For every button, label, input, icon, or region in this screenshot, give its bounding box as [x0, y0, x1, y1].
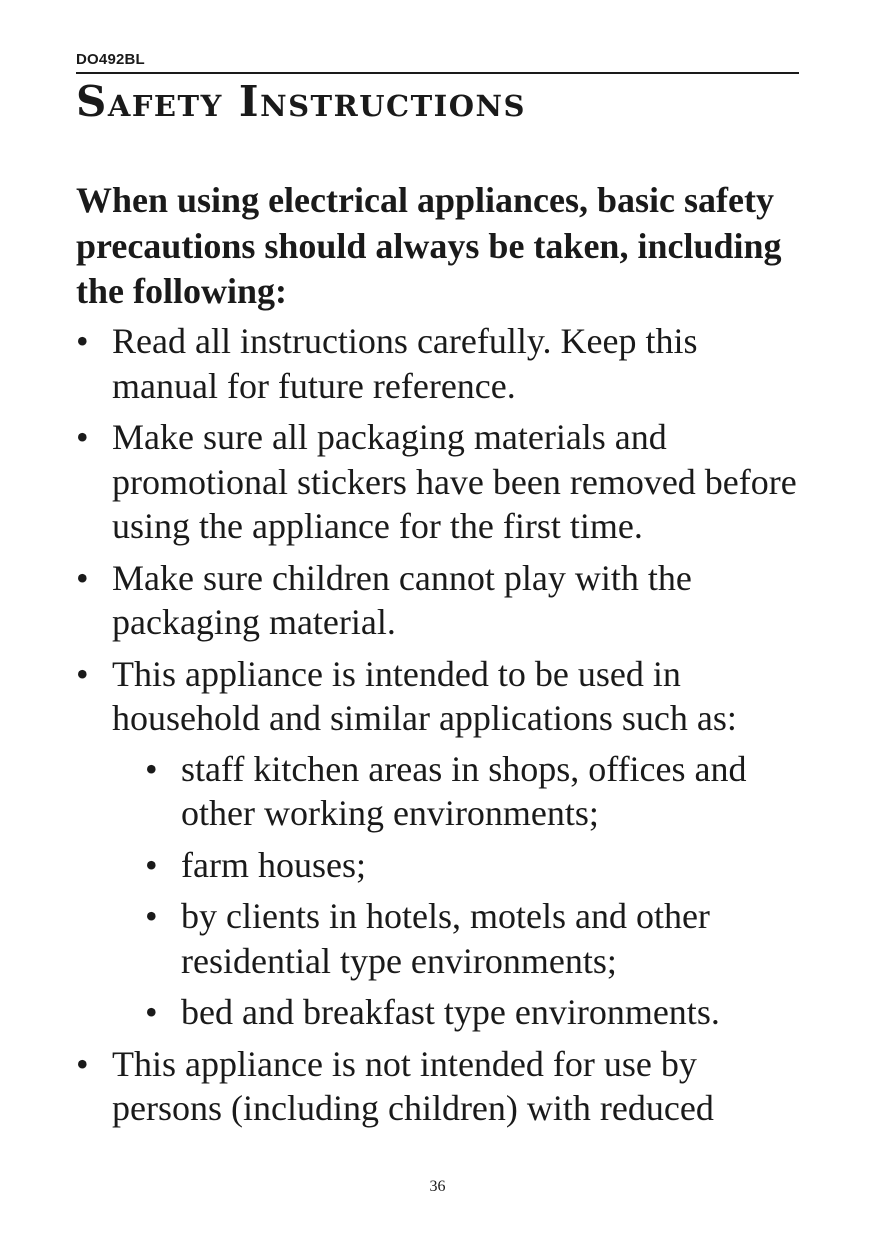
header-divider: [76, 72, 799, 74]
list-item-text: This appliance is not intended for use by persons (including children) with reduced: [112, 1043, 714, 1128]
list-item: [76, 1042, 806, 1131]
list-item-text: Make sure children cannot play with the packaging material.: [112, 557, 692, 642]
sublist-item-text: farm houses;: [181, 844, 366, 885]
applications-sublist: [112, 747, 806, 1035]
sublist-item: [112, 843, 806, 888]
page-title: Safety Instructions: [76, 77, 526, 126]
model-number: DO492BL: [76, 51, 145, 68]
list-item: [76, 415, 806, 549]
sublist-item: [112, 894, 806, 983]
list-item-text: This appliance is intended to be used in household and similar applications such as:: [112, 653, 737, 738]
sublist-item: [112, 990, 806, 1035]
sublist-item-text: by clients in hotels, motels and other residential type environments;: [181, 896, 710, 981]
sublist-item-text: bed and breakfast type environments.: [181, 992, 720, 1032]
sublist-item-text: staff kitchen areas in shops, offices and other working environments;: [181, 748, 747, 833]
list-item: [76, 652, 806, 1035]
list-item-text: Make sure all packaging materials and promotional stickers have been removed before using the appliance for the first time.: [112, 417, 797, 546]
list-item: [76, 319, 806, 408]
intro-paragraph: When using electrical appliances, basic safety precautions should always be taken, including the following:: [76, 180, 782, 311]
page-number: 36: [429, 1178, 446, 1195]
list-item: [76, 556, 806, 645]
safety-list: [76, 319, 806, 1138]
sublist-item: [112, 747, 806, 836]
list-item-text: Read all instructions carefully. Keep this manual for future reference.: [112, 321, 698, 406]
